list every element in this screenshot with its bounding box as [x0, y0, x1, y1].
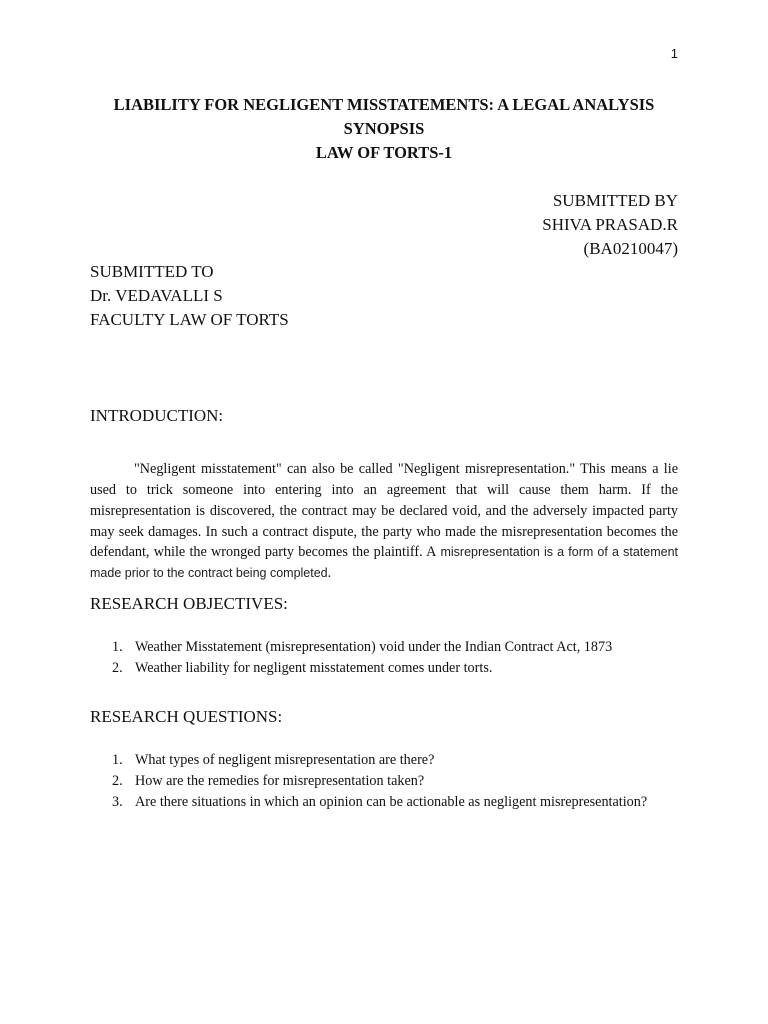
page-number: 1	[670, 46, 678, 61]
list-item-text: Weather liability for negligent misstatement comes under torts.	[135, 659, 493, 676]
research-objectives-list	[90, 637, 678, 679]
submitted-by-block	[90, 189, 678, 261]
list-item	[90, 750, 678, 771]
list-item	[90, 658, 678, 679]
submitted-to-block	[90, 260, 678, 332]
introduction-paragraph	[90, 459, 678, 584]
list-item-number: 2.	[112, 659, 123, 676]
list-item	[90, 792, 678, 813]
title-line-synopsis: SYNOPSIS	[343, 119, 425, 138]
faculty-name: Dr. VEDAVALLI S	[90, 286, 223, 305]
submitted-by-label: SUBMITTED BY	[552, 191, 678, 210]
research-questions-heading: RESEARCH QUESTIONS:	[90, 707, 283, 726]
student-name: SHIVA PRASAD.R	[542, 215, 678, 234]
introduction-text-alt: misrepresentation is a form of a statement made prior to the contract being completed	[90, 545, 678, 581]
title-line-subject: LAW OF TORTS-1	[315, 143, 453, 162]
list-item-text: What types of negligent misrepresentation are there?	[135, 752, 435, 768]
list-item-text: How are the remedies for misrepresentation taken?	[135, 772, 425, 789]
list-item-number: 1.	[112, 639, 123, 655]
list-item-number: 2.	[112, 772, 123, 789]
list-item-text: Weather Misstatement (misrepresentation) void under the Indian Contract Act, 1873	[135, 639, 613, 655]
research-objectives-heading: RESEARCH OBJECTIVES:	[90, 594, 288, 613]
document-title	[90, 93, 678, 165]
faculty-role: FACULTY LAW OF TORTS	[90, 310, 289, 329]
list-item	[90, 771, 678, 792]
title-line-main: LIABILITY FOR NEGLIGENT MISSTATEMENTS: A LEGAL ANALYSIS	[113, 95, 655, 114]
student-id: (BA0210047)	[583, 239, 678, 258]
list-item	[90, 637, 678, 658]
submitted-to-label: SUBMITTED TO	[90, 262, 214, 281]
list-item-text: Are there situations in which an opinion can be actionable as negligent misrepresentation?	[135, 793, 648, 810]
introduction-heading: INTRODUCTION:	[90, 406, 224, 425]
introduction-text-end: .	[327, 565, 332, 582]
list-item-number: 3.	[112, 793, 123, 810]
research-questions-list	[90, 750, 678, 812]
introduction-text-main: "Negligent misstatement" can also be called "Negligent misrepresentation." This means a lie used to trick someone into entering into an agreement that will cause them harm. If the misrepresentation is discovered, the contract may be declared void, and the adversely impacted party may seek damages. In such a contract dispute, the party who made the misrepresentation becomes the defendant, while the wronged party becomes the plaintiff. A	[90, 461, 678, 561]
list-item-number: 1.	[112, 752, 123, 768]
